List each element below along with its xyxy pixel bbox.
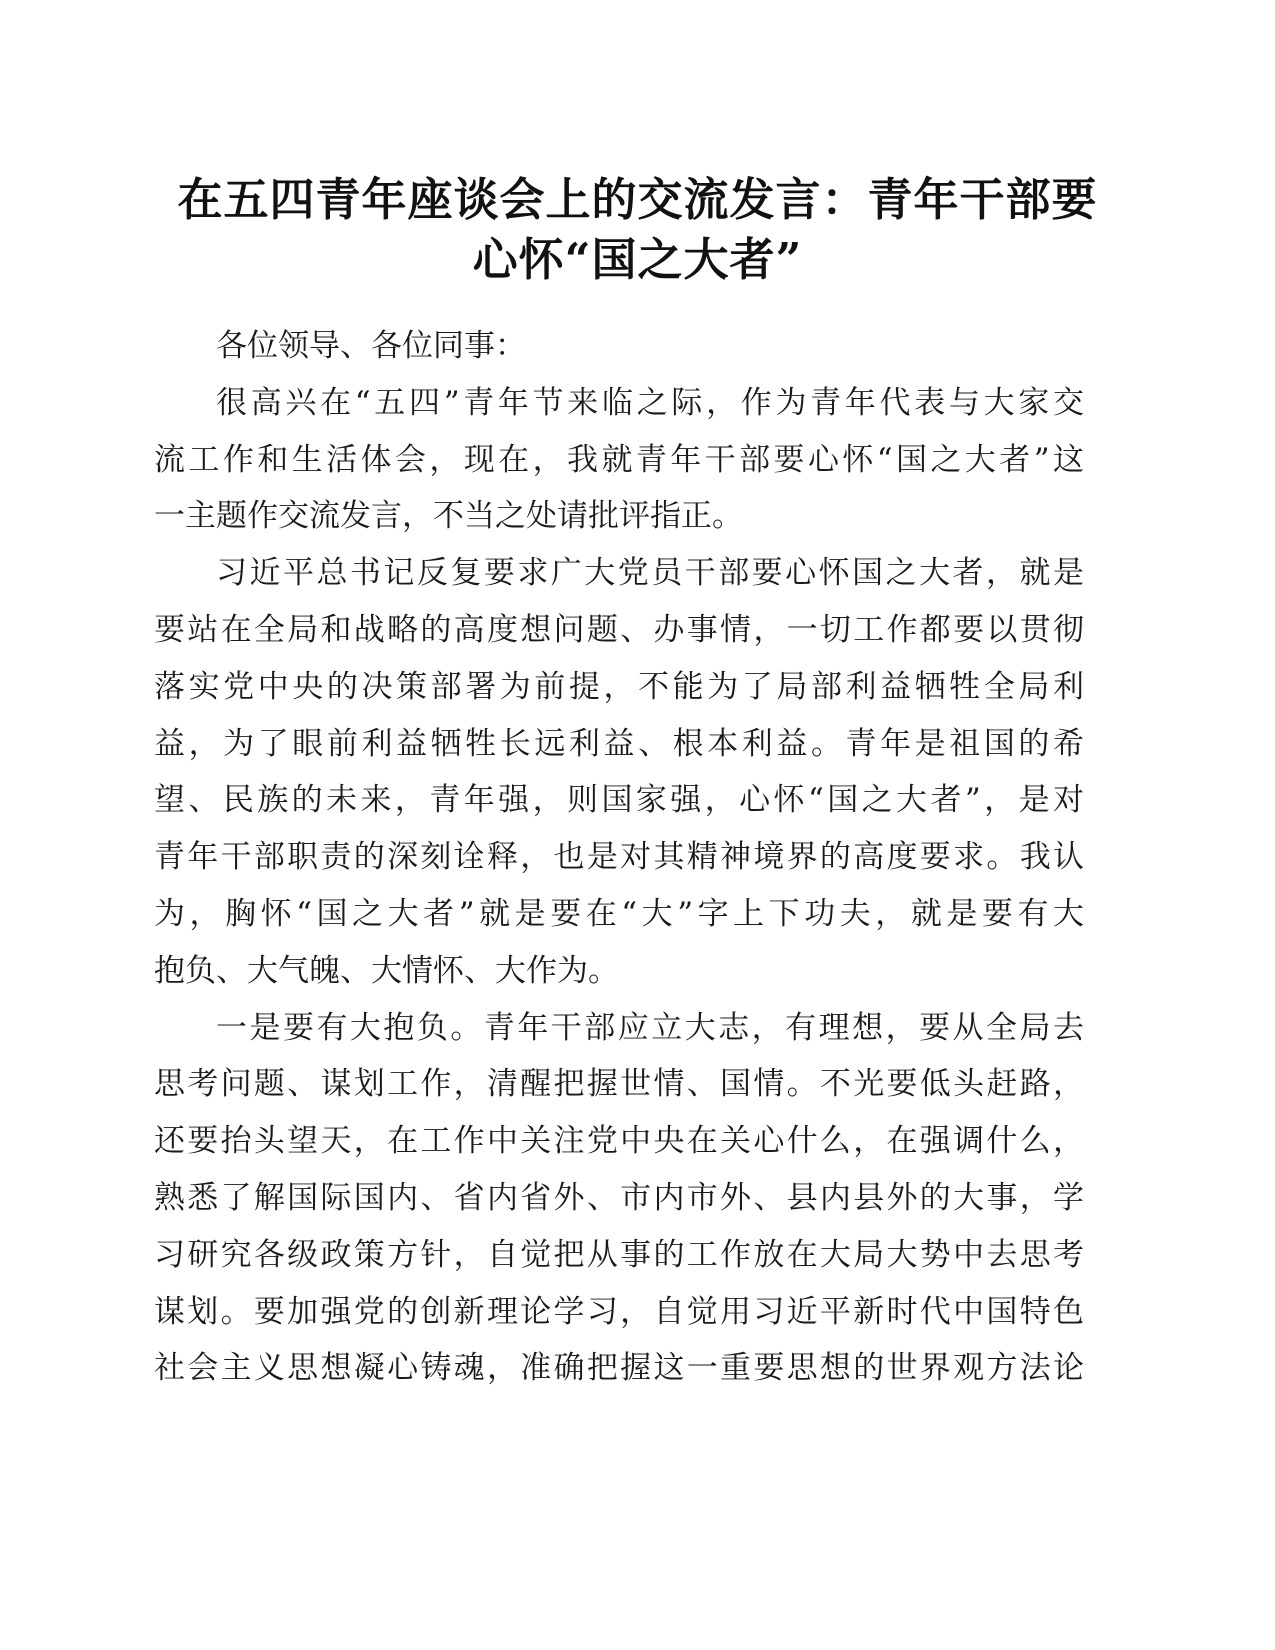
- paragraph-salutation: [154, 318, 1084, 375]
- paragraph-line: 望、民族的未来，青年强，则国家强，心怀“国之大者”，是对: [154, 782, 1084, 819]
- paragraph-theme: [154, 545, 1084, 999]
- paragraph-opening: [154, 375, 1084, 545]
- paragraph-line: 习研究各级政策方针，自觉把从事的工作放在大局大势中去思考: [154, 1236, 1084, 1273]
- title-line: 心怀“国之大者”: [472, 233, 803, 286]
- paragraph-line: 社会主义思想凝心铸魂，准确把握这一重要思想的世界观方法论: [154, 1350, 1084, 1387]
- paragraph-point-one: [154, 1000, 1084, 1398]
- paragraph-line: 要站在全局和战略的高度想问题、办事情，一切工作都要以贯彻: [154, 611, 1084, 648]
- document-body: [154, 318, 1084, 1397]
- paragraph-line: 益，为了眼前利益牺牲长远利益、根本利益。青年是祖国的希: [154, 725, 1084, 762]
- paragraph-line: 思考问题、谋划工作，清醒把握世情、国情。不光要低头赶路，: [154, 1066, 1084, 1103]
- paragraph-line: 习近平总书记反复要求广大党员干部要心怀国之大者，就是: [216, 555, 1084, 592]
- paragraph-line: 一是要有大抱负。青年干部应立大志，有理想，要从全局去: [216, 1009, 1084, 1046]
- paragraph-line: 熟悉了解国际国内、省内省外、市内市外、县内县外的大事，学: [154, 1179, 1084, 1216]
- paragraph-line: 很高兴在“五四”青年节来临之际，作为青年代表与大家交: [216, 384, 1084, 421]
- paragraph-line: 流工作和生活体会，现在，我就青年干部要心怀“国之大者”这: [154, 441, 1084, 478]
- title-line: 在五四青年座谈会上的交流发言：青年干部要: [177, 173, 1098, 226]
- paragraph-line: 抱负、大气魄、大情怀、大作为。: [154, 952, 619, 989]
- paragraph-line: 一主题作交流发言，不当之处请批评指正。: [154, 498, 743, 535]
- paragraph-line: 还要抬头望天，在工作中关注党中央在关心什么，在强调什么，: [154, 1123, 1084, 1160]
- paragraph-line: 谋划。要加强党的创新理论学习，自觉用习近平新时代中国特色: [154, 1293, 1084, 1330]
- document-title: [150, 170, 1125, 290]
- paragraph-line: 为，胸怀“国之大者”就是要在“大”字上下功夫，就是要有大: [154, 895, 1084, 932]
- paragraph-line: 落实党中央的决策部署为前提，不能为了局部利益牺牲全局利: [154, 668, 1084, 705]
- paragraph-line: 青年干部职责的深刻诠释，也是对其精神境界的高度要求。我认: [154, 839, 1084, 876]
- paragraph-line: 各位领导、各位同事：: [216, 328, 526, 364]
